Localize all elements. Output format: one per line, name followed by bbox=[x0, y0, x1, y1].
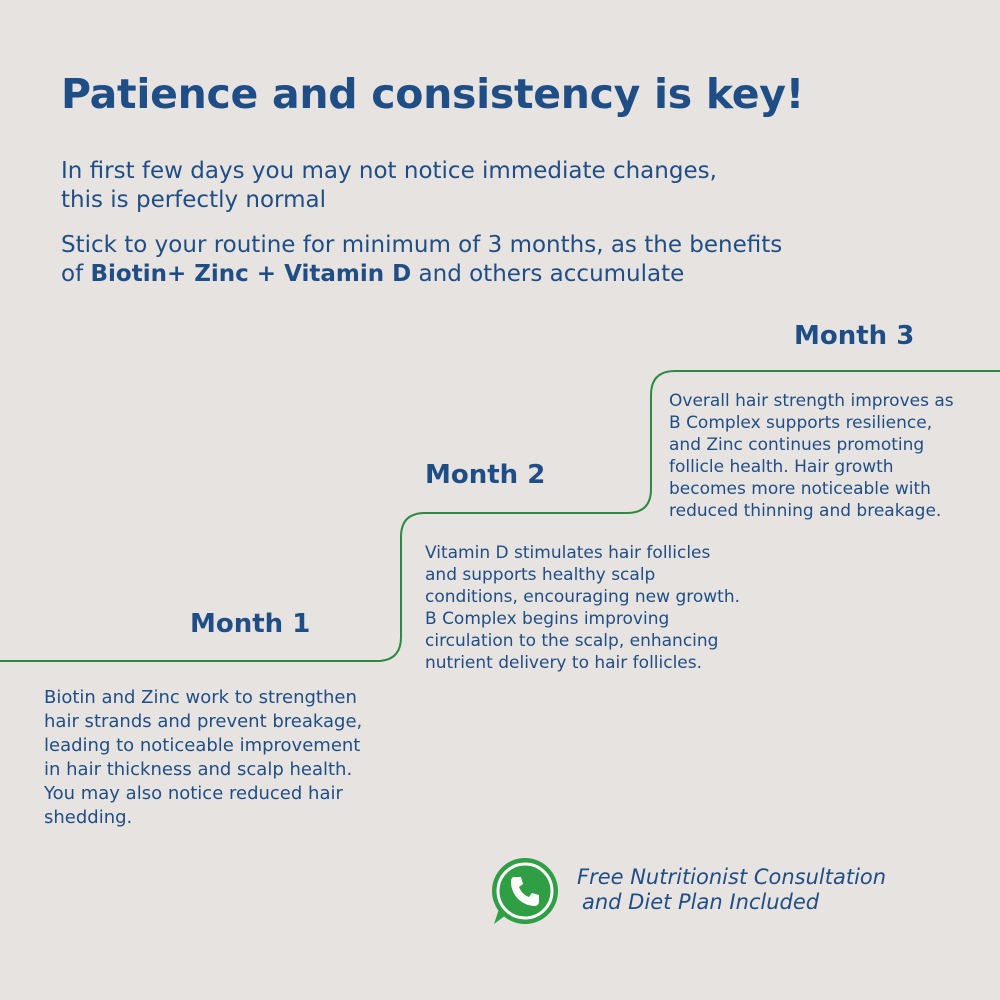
consultation-banner[interactable] bbox=[490, 856, 970, 928]
whatsapp-icon bbox=[490, 856, 562, 928]
intro-line-4-suffix: and others accumulate bbox=[411, 261, 685, 287]
intro-line-1: In first few days you may not notice immediate changes, bbox=[61, 158, 717, 184]
intro-line-3: Stick to your routine for minimum of 3 months, as the benefits bbox=[61, 232, 783, 258]
ingredients-highlight: Biotin+ Zinc + Vitamin D bbox=[90, 261, 412, 287]
consultation-line-2: and Diet Plan Included bbox=[582, 890, 820, 914]
month-3-description: Overall hair strength improves as B Complex supports resilience, and Zinc continues promoting follicle health. Hair growth becomes more noticeable with reduced thinning and breakage. bbox=[669, 391, 954, 521]
month-2-label: Month 2 bbox=[425, 460, 546, 490]
month-2-description: Vitamin D stimulates hair follicles and supports healthy scalp conditions, encouraging new growth. B Complex begins improving circulation to the scalp, enhancing nutrient delivery to hair follicles. bbox=[425, 543, 741, 673]
month-1-label: Month 1 bbox=[190, 609, 311, 639]
intro-line-4-prefix: of bbox=[61, 261, 91, 287]
consultation-line-1: Free Nutritionist Consultation bbox=[577, 865, 887, 889]
month-1-description: Biotin and Zinc work to strengthen hair strands and prevent breakage, leading to noticeable improvement in hair thickness and scalp health. You may also notice reduced hair shedding. bbox=[44, 687, 363, 828]
month-3-label: Month 3 bbox=[794, 321, 915, 351]
intro-line-2: this is perfectly normal bbox=[61, 187, 326, 213]
page-title: Patience and consistency is key! bbox=[61, 70, 805, 118]
